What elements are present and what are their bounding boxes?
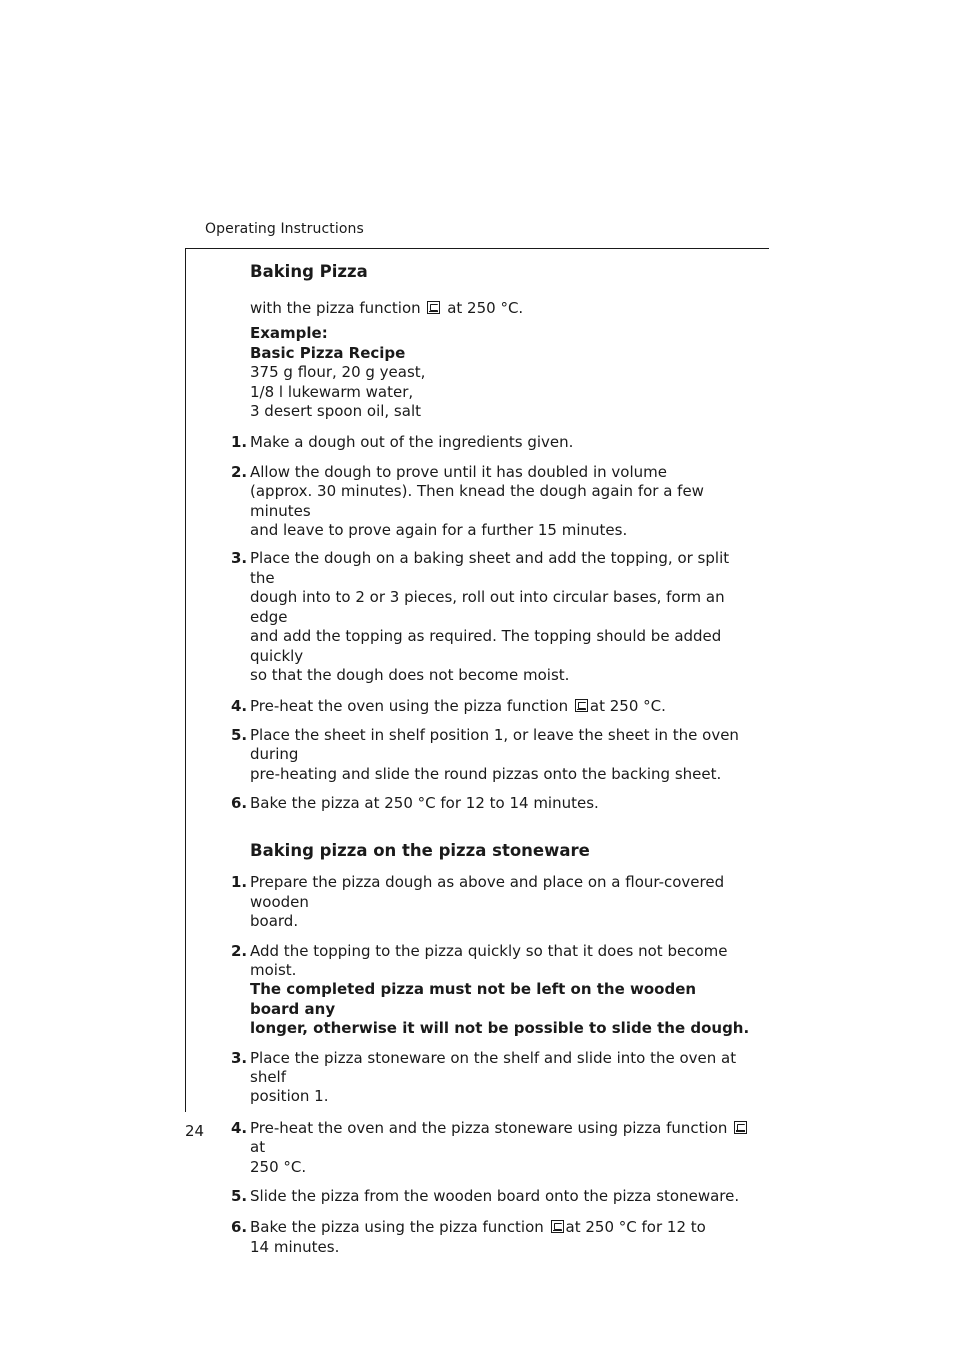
pizza-function-icon xyxy=(734,1121,747,1134)
step-number: 3. xyxy=(231,1048,248,1067)
ingredient-line: 375 g flour, 20 g yeast, xyxy=(250,363,426,382)
step-number: 5. xyxy=(231,1187,248,1206)
example-label: Example: xyxy=(250,324,328,343)
pizza-function-icon xyxy=(427,301,440,314)
section-title-pizza-stoneware: Baking pizza on the pizza stoneware xyxy=(250,841,590,861)
intro-line: with the pizza function at 250 °C. xyxy=(250,299,524,317)
step-number: 1. xyxy=(231,433,248,452)
step-item: 3. Place the pizza stoneware on the shelf and slide into the oven at shelf position 1. xyxy=(231,1048,737,1106)
step-item: 2. Add the topping to the pizza quickly so that it does not become moist. The completed pizza must not be left on the wooden board any longer, otherwise it will not be possible to slide the dough. xyxy=(231,941,750,1038)
step-item: 4. Pre-heat the oven and the pizza stoneware using pizza function at 250 °C. xyxy=(250,1119,750,1177)
step-number: 3. xyxy=(231,549,248,568)
step-number: 4. xyxy=(231,1118,248,1137)
step-item: 2. Allow the dough to prove until it has doubled in volume (approx. 30 minutes). Then knead the dough again for a few minutes and leave to prove again for a further 15 minutes. xyxy=(231,462,704,540)
step-number: 6. xyxy=(231,1218,248,1237)
step-number: 5. xyxy=(231,725,248,744)
warning-text: longer, otherwise it will not be possible to slide the dough. xyxy=(250,1019,750,1038)
pizza-function-icon xyxy=(551,1220,564,1233)
page-number: 24 xyxy=(185,1122,205,1140)
step-item: 1. Prepare the pizza dough as above and place on a flour-covered wooden board. xyxy=(231,873,725,931)
steps-list-2 xyxy=(231,873,750,1257)
step-number: 1. xyxy=(231,873,248,892)
pizza-function-icon xyxy=(575,699,588,712)
header-rule xyxy=(185,248,769,249)
ingredient-line: 3 desert spoon oil, salt xyxy=(250,402,421,421)
step-number: 2. xyxy=(231,941,248,960)
step-item: 6. Bake the pizza using the pizza function at 250 °C for 12 to 14 minutes. xyxy=(231,1218,706,1256)
section-title-baking-pizza: Baking Pizza xyxy=(250,262,368,281)
step-item: 6. Bake the pizza at 250 °C for 12 to 14 minutes. xyxy=(231,793,599,812)
ingredient-line: 1/8 l lukewarm water, xyxy=(250,382,414,401)
step-number: 4. xyxy=(231,697,248,716)
page-content xyxy=(231,261,750,1257)
step-item: 3. Place the dough on a baking sheet and add the topping, or split the dough into to 2 or 3 pieces, roll out into circular bases, form an edge and add the topping as required. The topping should be added quickly so that the dough does not become moist. xyxy=(231,549,730,684)
warning-text: The completed pizza must not be left on the wooden board any xyxy=(250,980,697,1018)
step-number: 6. xyxy=(231,793,248,812)
step-item: 4. Pre-heat the oven using the pizza function at 250 °C. xyxy=(231,697,666,716)
steps-list-1 xyxy=(231,433,750,813)
recipe-title: Basic Pizza Recipe xyxy=(250,343,406,362)
margin-rule xyxy=(185,248,186,1112)
running-header: Operating Instructions xyxy=(205,221,364,237)
step-item: 5. Place the sheet in shelf position 1, or leave the sheet in the oven during pre-heating and slide the round pizzas onto the backing sheet. xyxy=(231,725,739,783)
step-item: 5. Slide the pizza from the wooden board onto the pizza stoneware. xyxy=(231,1187,740,1206)
step-number: 2. xyxy=(231,462,248,481)
step-item: 1. Make a dough out of the ingredients given. xyxy=(231,433,574,452)
